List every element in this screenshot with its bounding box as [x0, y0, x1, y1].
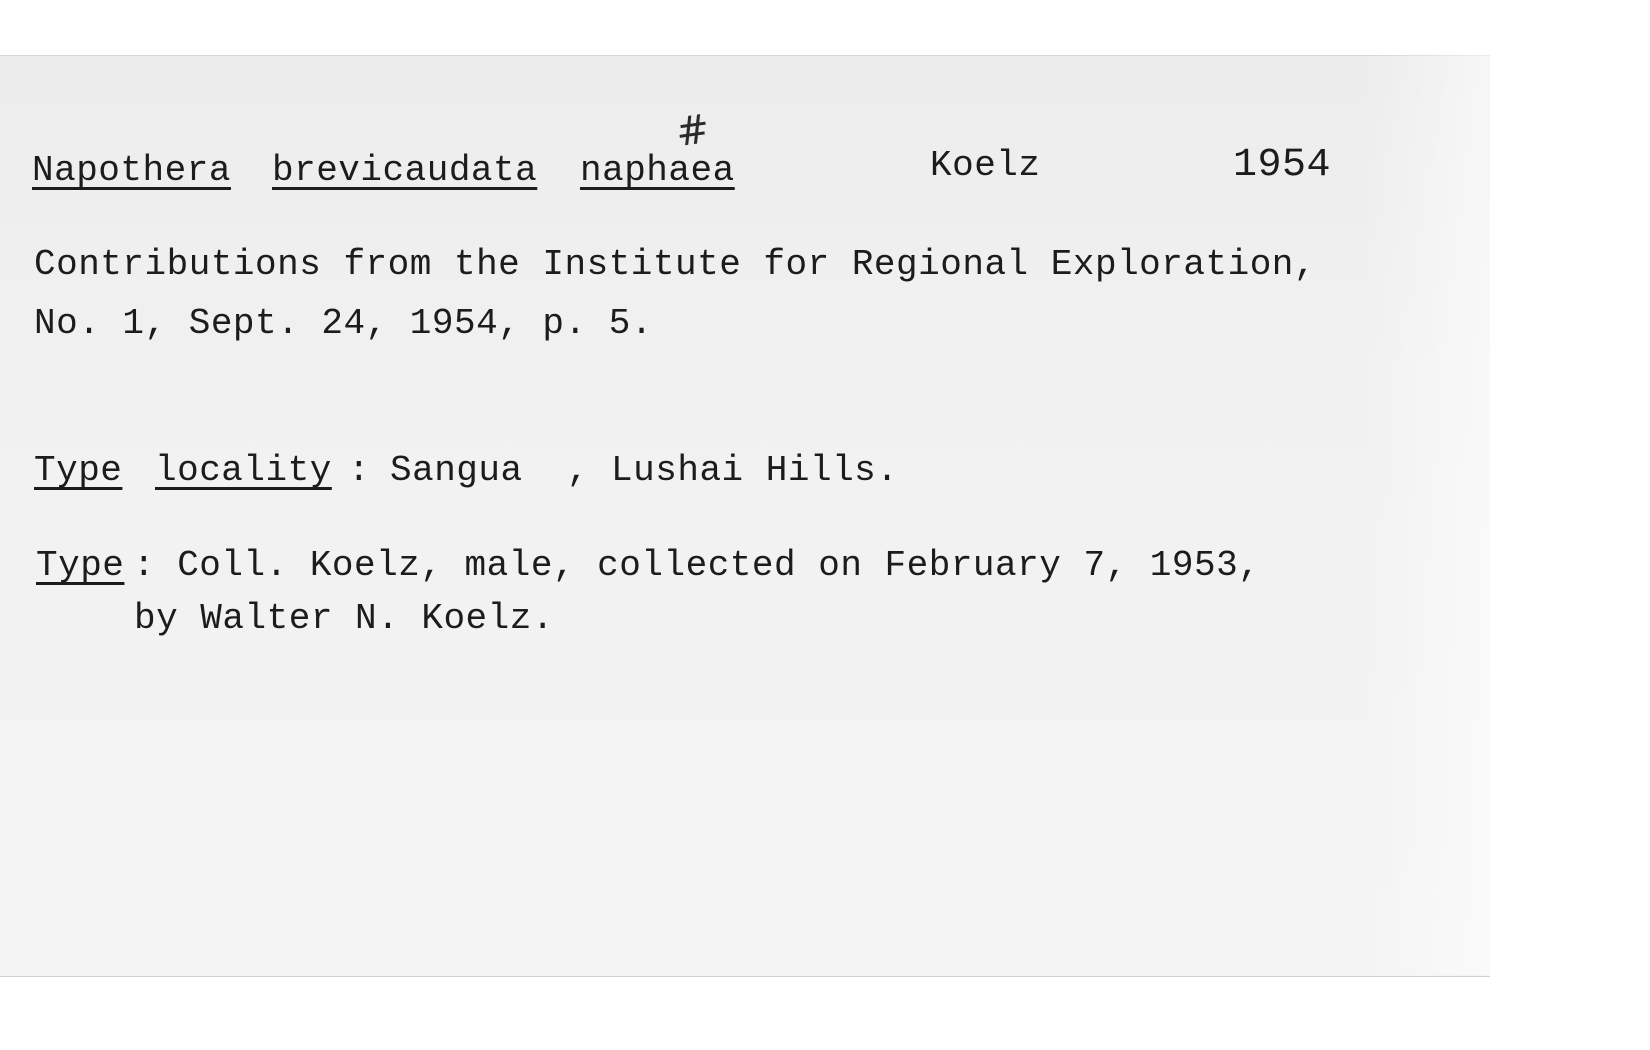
author-name: Koelz — [930, 145, 1041, 186]
citation-line-1: Contributions from the Institute for Regional Exploration, — [34, 244, 1317, 285]
card-edge-shading — [1360, 55, 1490, 975]
type-locality-value: Sangua , Lushai Hills. — [390, 450, 899, 491]
genus-name: Napothera — [32, 150, 231, 191]
type-value-line-1: : Coll. Koelz, male, collected on February 7, 1953, — [133, 545, 1261, 586]
subspecies-name: naphaea — [580, 150, 735, 191]
citation-line-2: No. 1, Sept. 24, 1954, p. 5. — [34, 303, 653, 344]
type-locality-label-type: Type — [34, 450, 123, 491]
type-value-line-2: by Walter N. Koelz. — [134, 598, 554, 639]
type-label: Type — [36, 545, 125, 586]
handwritten-hash-mark: # — [672, 105, 713, 157]
index-card — [0, 55, 1490, 977]
publication-year: 1954 — [1233, 143, 1332, 188]
species-name: brevicaudata — [272, 150, 538, 191]
type-locality-label-locality: locality — [155, 450, 332, 491]
type-locality-colon: : — [348, 450, 371, 491]
